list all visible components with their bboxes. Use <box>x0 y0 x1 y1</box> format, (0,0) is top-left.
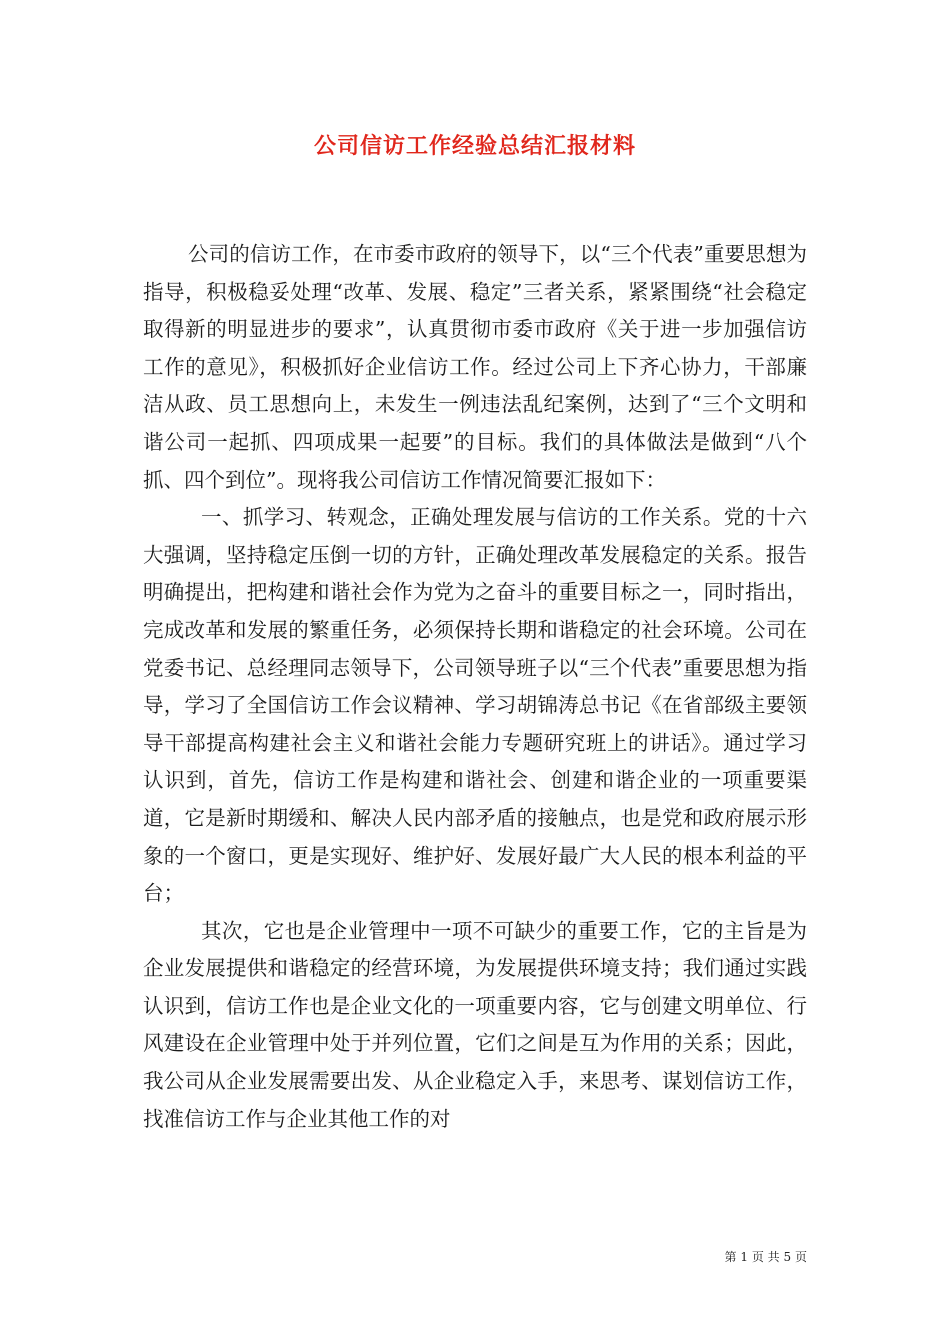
page-number-footer <box>725 1249 807 1265</box>
footer-prefix: 第 <box>724 1250 737 1264</box>
paragraph-secondly: 其次，它也是企业管理中一项不可缺少的重要工作，它的主旨是为企业发展提供和谐稳定的经营环境，为发展提供环境支持；我们通过实践认识到，信访工作也是企业文化的一项重要内容，它与创建文明单位、行风建设在企业管理中处于并列位置，它们之间是互为作用的关系；因此，我公司从企业发展需要出发、从企业稳定入手，来思考、谋划信访工作，找准信访工作与企业其他工作的对 <box>143 918 807 1131</box>
footer-total-pages: 5 <box>783 1250 792 1264</box>
footer-middle: 页 共 <box>751 1250 780 1264</box>
document-body <box>143 236 807 1138</box>
paragraph-intro: 公司的信访工作，在市委市政府的领导下，以“三个代表”重要思想为指导，积极稳妥处理“改革、发展、稳定”三者关系，紧紧围绕“社会稳定取得新的明显进步的要求”，认真贯彻市委市政府《关于进一步加强信访工作的意见》，积极抓好企业信访工作。经过公司上下齐心协力，干部廉洁从政、员工思想向上，未发生一例违法乱纪案例，达到了“三个文明和谐公司一起抓、四项成果一起要”的目标。我们的具体做法是做到“八个抓、四个到位”。现将我公司信访工作情况简要汇报如下： <box>143 242 807 492</box>
document-title: 公司信访工作经验总结汇报材料 <box>313 133 636 159</box>
paragraph-section-one: 一、抓学习、转观念，正确处理发展与信访的工作关系。党的十六大强调，坚持稳定压倒一切的方针，正确处理改革发展稳定的关系。报告明确提出，把构建和谐社会作为党为之奋斗的重要目标之一，同时指出，完成改革和发展的繁重任务，必须保持长期和谐稳定的社会环境。公司在党委书记、总经理同志领导下，公司领导班子以“三个代表”重要思想为指导，学习了全国信访工作会议精神、学习胡锦涛总书记《在省部级主要领导干部提高构建社会主义和谐社会能力专题研究班上的讲话》。通过学习认识到，首先，信访工作是构建和谐社会、创建和谐企业的一项重要渠道，它是新时期缓和、解决人民内部矛盾的接触点，也是党和政府展示形象的一个窗口，更是实现好、维护好、发展好最广大人民的根本利益的平台； <box>143 505 807 906</box>
footer-current-page: 1 <box>740 1250 749 1264</box>
footer-suffix: 页 <box>794 1250 807 1264</box>
